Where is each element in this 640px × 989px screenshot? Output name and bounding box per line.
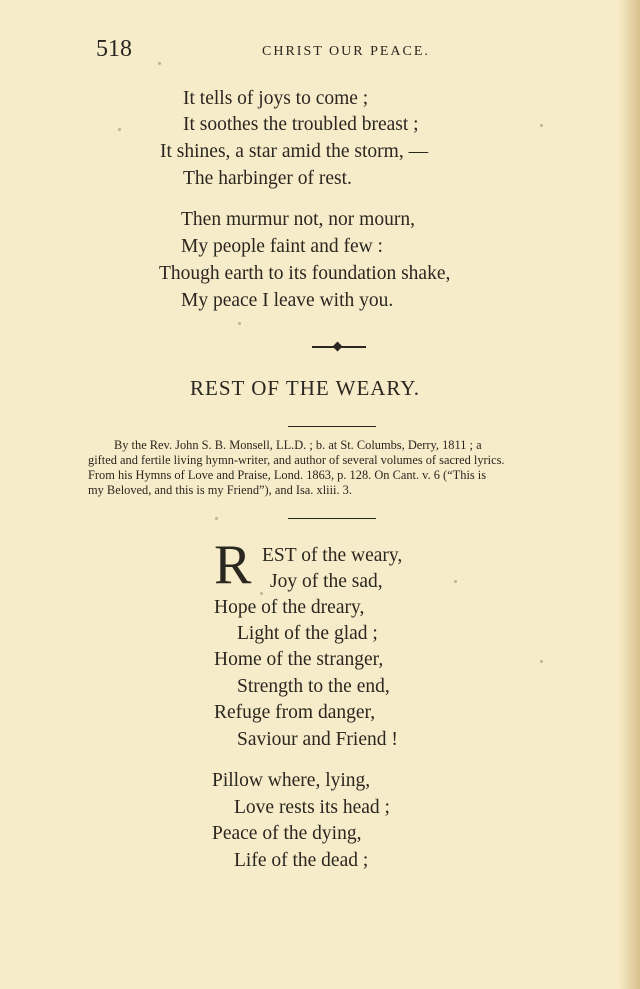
running-title: CHRIST OUR PEACE. [262,44,430,59]
hymn-line: Peace of the dying, [212,823,362,844]
paper-speck [540,660,543,663]
hymn-line: Refuge from danger, [214,702,376,723]
hymn-line: Pillow where, lying, [212,770,371,791]
hymn-first-line-text: EST of the weary, [262,545,403,566]
poem-line: Then murmur not, nor mourn, [181,209,415,230]
hymn-first-line [262,543,402,569]
hymn-line: Hope of the dreary, [214,597,365,618]
hymn-line: Home of the stranger, [214,649,384,670]
hymn-line: Joy of the sad, [270,571,383,592]
poem-line: It tells of joys to come ; [183,88,369,109]
ornament-diamond-icon [333,342,343,352]
hymn-title: REST OF THE WEARY. [190,376,420,400]
paper-speck [238,322,241,325]
note-line: By the Rev. John S. B. Monsell, LL.D. ; b. at St. Columbs, Derry, 1811 ; a [114,438,482,452]
poem-line: The harbinger of rest. [183,168,352,189]
poem-line: My peace I leave with you. [181,290,394,311]
paper-speck [540,124,543,127]
paper-speck [454,580,457,583]
title-rule [288,426,376,427]
page-edge-shadow [618,0,640,989]
hymn-line: Love rests its head ; [234,797,390,818]
paper-speck [158,62,161,65]
note-line: gifted and fertile living hymn-writer, and author of several volumes of sacred lyrics. [88,453,505,467]
note-line: From his Hymns of Love and Praise, Lond. 1863, p. 128. On Cant. v. 6 (“This is [88,468,487,482]
poem-line: My people faint and few : [181,236,383,257]
paper-speck [118,128,121,131]
drop-cap: R [214,534,252,596]
hymn-line: Saviour and Friend ! [237,729,398,750]
note-line: my Beloved, and this is my Friend”), and Isa. xliii. 3. [88,483,352,497]
hymn-line: Life of the dead ; [234,850,369,871]
poem-line: It shines, a star amid the storm, — [160,141,429,162]
note-rule [288,518,376,519]
page-number: 518 [96,36,132,62]
paper-speck [260,592,263,595]
poem-line: It soothes the troubled breast ; [183,114,419,135]
poem-line: Though earth to its foundation shake, [159,263,451,284]
hymn-line: Strength to the end, [237,676,390,697]
hymn-line: Light of the glad ; [237,623,378,644]
paper-speck [215,517,218,520]
